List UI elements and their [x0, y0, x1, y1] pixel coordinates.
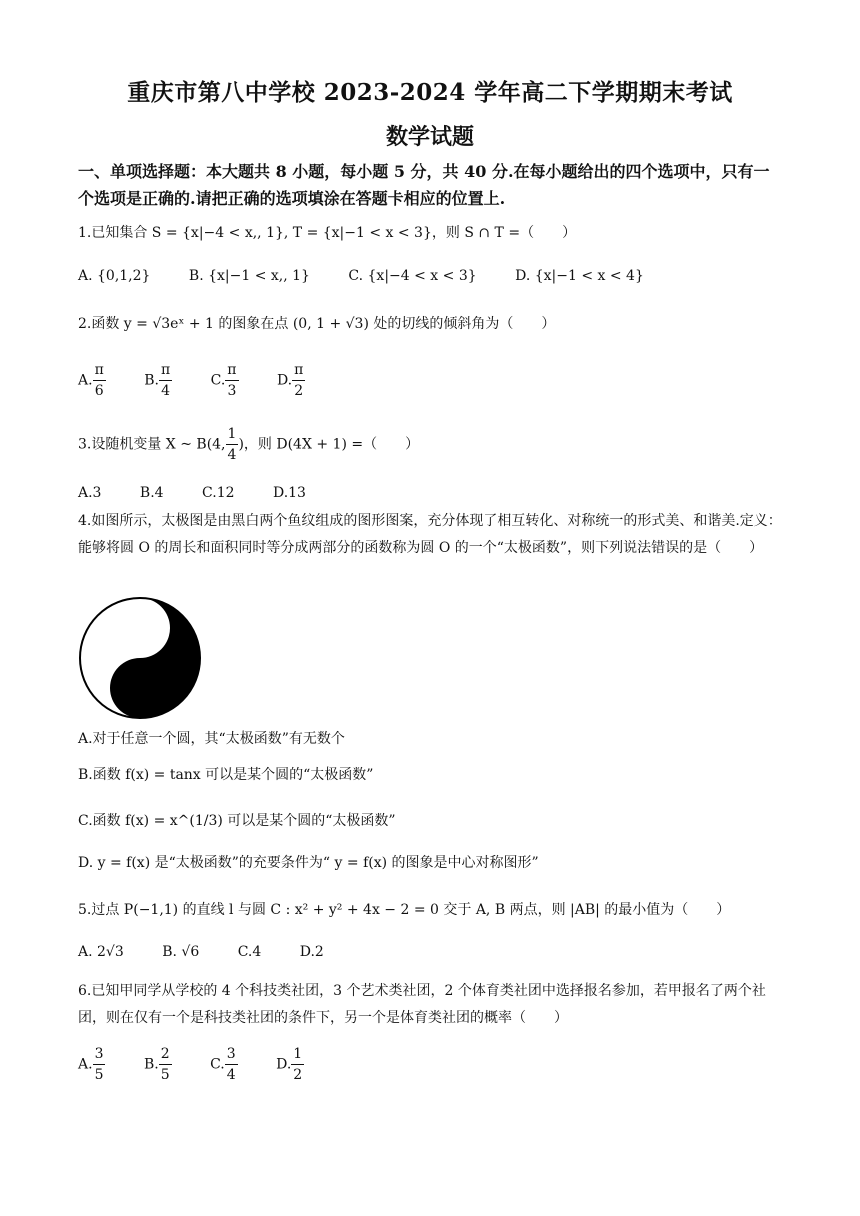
question-3-option-d[interactable]: D.13 [272, 485, 306, 501]
question-1-stem: 1.已知集合 S = {x|−4 < x,, 1}, T = {x|−1 < x < 3}，则 S ∩ T =（ ） [78, 225, 577, 241]
question-4-option-d[interactable]: D. y = f(x) 是“太极函数”的充要条件为“ y = f(x) 的图象是中心对称图形” [78, 855, 539, 871]
question-2-option-d[interactable]: D. $\frac{\pi}{2}$ [276, 362, 304, 399]
question-6-option-a[interactable]: A. $\frac{3}{5}$ [78, 1046, 104, 1083]
question-4-stem: 4.如图所示，太极图是由黑白两个鱼纹组成的图形图案，充分体现了相互转化、对称统一的形式美、和谐美.定义：能够将圆 O 的周长和面积同时等分成两部分的函数称为圆 O 的一个“太极函数”，则下列说法错误的是（ ） [78, 513, 782, 556]
question-5-options [78, 944, 788, 960]
question-6-options [78, 1044, 788, 1085]
question-5-option-b[interactable]: B. √6 [162, 944, 200, 960]
question-2-stem: 2.函数 y = √3eˣ + 1 的图象在点 (0, 1 + √3) 处的切线的倾斜角为（ ） [78, 316, 556, 332]
question-4-option-a[interactable]: A.对于任意一个圆，其“太极函数”有无数个 [78, 731, 345, 747]
question-5-option-d[interactable]: D.2 [299, 944, 324, 960]
question-2-option-b[interactable]: B. $\frac{\pi}{4}$ [144, 362, 171, 399]
question-5-option-c[interactable]: C.4 [237, 944, 262, 960]
question-2-option-a[interactable]: A. $\frac{\pi}{6}$ [78, 362, 104, 399]
question-5-stem: 5.过点 P(−1,1) 的直线 l 与圆 C : x² + y² + 4x − 2 = 0 交于 A, B 两点，则 |AB| 的最小值为（ ） [78, 902, 731, 918]
question-1-options [78, 268, 788, 284]
question-6-option-c[interactable]: C. $\frac{3}{4}$ [210, 1046, 236, 1083]
question-4-option-b[interactable]: B.函数 f(x) = tanx 可以是某个圆的“太极函数” [78, 767, 374, 783]
question-6-stem: 6.已知甲同学从学校的 4 个科技类社团，3 个艺术类社团，2 个体育类社团中选择报名参加，若甲报名了两个社团，则在仅有一个是科技类社团的条件下，另一个是体育类社团的概率（ ） [78, 983, 766, 1026]
taiji-icon [78, 596, 202, 720]
question-1-option-c[interactable]: C. {x|−4 < x < 3} [348, 268, 477, 284]
question-3-option-c[interactable]: C.12 [202, 485, 235, 501]
question-1-option-d[interactable]: D. {x|−1 < x < 4} [515, 268, 644, 284]
question-6-option-b[interactable]: B. $\frac{2}{5}$ [143, 1046, 170, 1083]
page-subtitle: 数学试题 [385, 124, 474, 150]
page-title: 重庆市第八中学校 2023-2024 学年高二下学期期末考试 [127, 79, 733, 106]
question-1-option-a[interactable]: A. {0,1,2} [78, 268, 151, 284]
question-3-option-a[interactable]: A.3 [78, 485, 102, 501]
question-2-option-c[interactable]: C. $\frac{\pi}{3}$ [210, 362, 237, 399]
question-3-option-b[interactable]: B.4 [139, 485, 164, 501]
question-5-option-a[interactable]: A. 2√3 [78, 944, 124, 960]
section-heading: 一、单项选择题：本大题共 8 小题，每小题 5 分，共 40 分.在每小题给出的四个选项中，只有一个选项是正确的.请把正确的选项填涂在答题卡相应的位置上. [78, 162, 770, 208]
question-6-option-d[interactable]: D. $\frac{1}{2}$ [276, 1046, 303, 1083]
question-3-stem: 3.设随机变量 X ~ B(4, $\frac{1}{4}$ )，则 D(4X + 1) =（ ） [78, 426, 420, 463]
question-4-option-c[interactable]: C.函数 f(x) = x^(1/3) 可以是某个圆的“太极函数” [78, 813, 396, 829]
question-1-option-b[interactable]: B. {x|−1 < x,, 1} [188, 268, 310, 284]
question-2-options [78, 360, 788, 401]
question-3-options [78, 485, 788, 501]
